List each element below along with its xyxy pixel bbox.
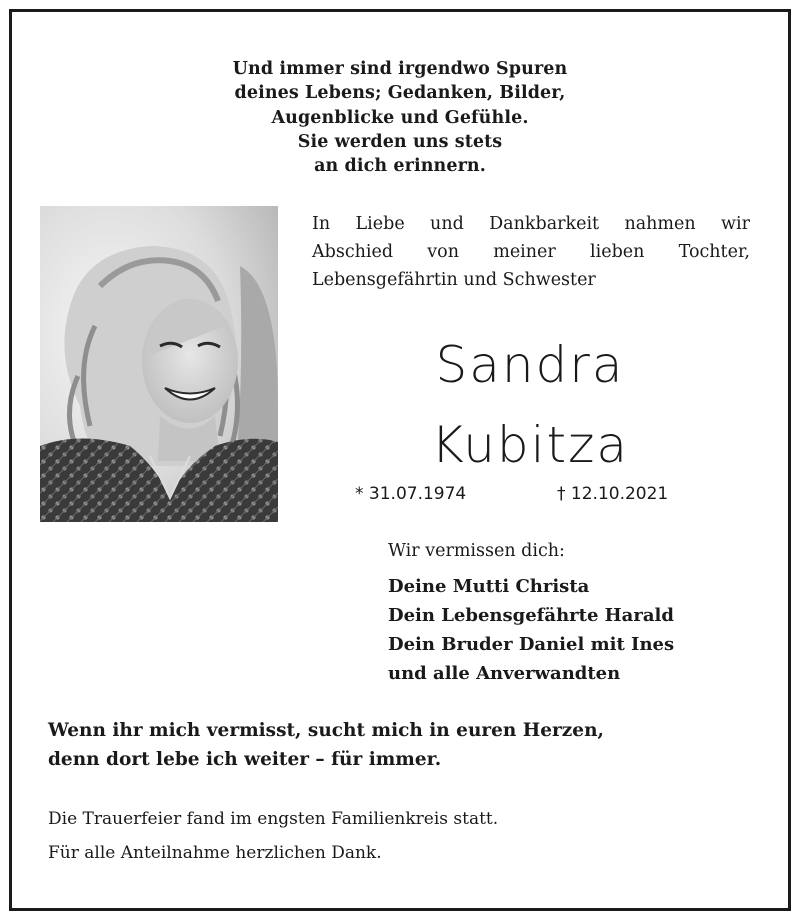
word: Dankbarkeit	[489, 214, 600, 234]
word: nahmen	[624, 214, 696, 234]
poem-line: an dich erinnern.	[314, 156, 486, 177]
farewell-quote	[48, 716, 604, 774]
miss-label: Wir vermissen dich:	[388, 541, 565, 561]
announcement-text	[312, 210, 750, 294]
poem-line: Augenblicke und Gefühle.	[271, 107, 529, 128]
announcement-line: Lebensgefährtin und Schwester	[312, 270, 596, 290]
word: Liebe	[355, 214, 405, 234]
word: von	[427, 242, 459, 262]
deceased-first-name: Sandra	[435, 336, 625, 394]
word: lieben	[590, 242, 645, 262]
word: Tochter,	[678, 242, 750, 262]
quote-line: denn dort lebe ich weiter – für immer.	[48, 749, 442, 770]
mourners-list	[388, 572, 674, 688]
mourner-line: Deine Mutti Christa	[388, 576, 590, 597]
closing-line: Für alle Anteilnahme herzlichen Dank.	[48, 843, 382, 863]
word: Abschied	[312, 242, 394, 262]
word: meiner	[493, 242, 556, 262]
closing-line: Die Trauerfeier fand im engsten Familienkreis statt.	[48, 809, 499, 829]
mourner-line: Dein Lebensgefährte Harald	[388, 605, 674, 626]
death-date: † 12.10.2021	[557, 484, 669, 504]
announcement-line	[312, 238, 750, 266]
poem-line: Sie werden uns stets	[297, 131, 503, 152]
poem-line: deines Lebens; Gedanken, Bilder,	[234, 83, 566, 104]
word: In	[312, 214, 331, 234]
closing-notice	[48, 802, 498, 870]
birth-date: * 31.07.1974	[355, 484, 467, 504]
word: wir	[721, 214, 750, 234]
memorial-poem	[0, 57, 800, 178]
quote-line: Wenn ihr mich vermisst, sucht mich in euren Herzen,	[48, 720, 604, 741]
word: und	[430, 214, 464, 234]
announcement-line	[312, 210, 750, 238]
portrait-photo	[40, 206, 278, 522]
deceased-last-name: Kubitza	[430, 416, 630, 474]
mourner-line: Dein Bruder Daniel mit Ines	[388, 634, 675, 655]
mourner-line: und alle Anverwandten	[388, 663, 621, 684]
poem-line: Und immer sind irgendwo Spuren	[232, 59, 568, 79]
